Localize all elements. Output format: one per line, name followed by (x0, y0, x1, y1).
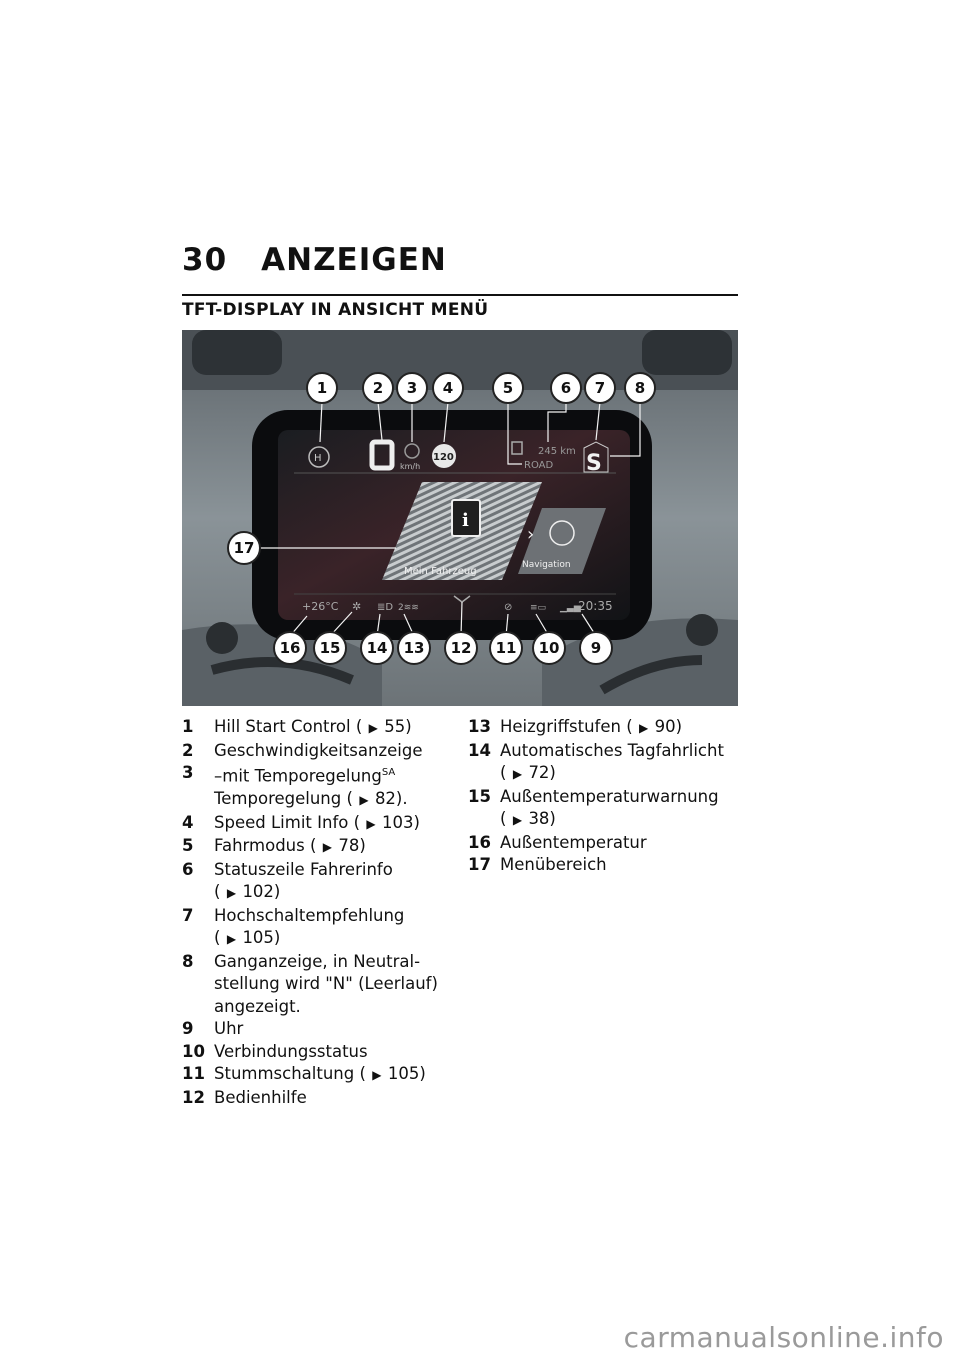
callout-6 (551, 373, 581, 403)
svg-text:15: 15 (319, 639, 341, 657)
svg-text:9: 9 (590, 639, 602, 657)
page-ref-arrow-icon: ▶ (322, 840, 333, 854)
svg-text:16: 16 (279, 639, 301, 657)
svg-text:H: H (314, 453, 322, 464)
header-rule (182, 294, 738, 296)
svg-text:13: 13 (403, 639, 425, 657)
range-value: 245 km (538, 446, 576, 457)
callout-8 (625, 373, 655, 403)
svg-text:12: 12 (450, 639, 472, 657)
speed-unit: km/h (400, 462, 421, 471)
gear-indicator: S (586, 451, 602, 476)
callout-7 (585, 373, 615, 403)
legend-item: 4 Speed Limit Info ( ▶ 103) (182, 812, 447, 836)
daylight-icon: ≣D (377, 602, 394, 613)
callout-12 (445, 632, 477, 664)
page-ref-arrow-icon: ▶ (359, 793, 369, 807)
legend-right (468, 716, 743, 877)
legend-item: 2 Geschwindigkeitsanzeige (182, 740, 423, 760)
svg-text:2: 2 (372, 379, 384, 397)
callout-5 (493, 373, 523, 403)
page-ref-arrow-icon: ▶ (368, 721, 378, 735)
section-title: TFT-DISPLAY IN ANSICHT MENÜ (182, 300, 489, 320)
callout-3 (397, 373, 427, 403)
legend-item: 1 Hill Start Control ( ▶ 55) (182, 716, 447, 740)
menu-label: Mein Fahrzeug (404, 566, 477, 577)
callout-13 (398, 632, 430, 664)
callout-15 (314, 632, 346, 664)
callout-17 (228, 532, 260, 564)
clock: 20:35 (578, 599, 613, 613)
legend-item: 13 Heizgriffstufen ( ▶ 90) (468, 716, 743, 740)
legend-item: 12 Bedienhilfe (182, 1087, 307, 1107)
callout-10 (533, 632, 565, 664)
callout-2 (363, 373, 393, 403)
legend-item: 17 Menübereich (468, 855, 607, 874)
legend-item: 3 –mit Temporegelung$^{SA}$ Temporegelung ( ▶ 82). (182, 762, 447, 812)
chapter-title: ANZEIGEN (261, 242, 447, 278)
page-number: 30 (182, 242, 228, 278)
callout-9 (580, 632, 612, 664)
svg-text:6: 6 (560, 379, 572, 397)
connection-icon: ≡▭ (530, 603, 547, 613)
svg-text:4: 4 (442, 379, 454, 397)
legend-item: 11 Stummschaltung ( ▶ 105) (182, 1063, 447, 1087)
callout-1 (307, 373, 337, 403)
legend-item: 6 Statuszeile Fahrerinfo ( ▶ 102) (182, 859, 447, 905)
mute-icon: ⊘ (504, 602, 513, 613)
svg-text:▁▃▅: ▁▃▅ (560, 603, 581, 613)
svg-text:1: 1 (316, 379, 328, 397)
legend-item: 7 Hochschaltempfehlung ( ▶ 105) (182, 905, 447, 951)
ride-mode: ROAD (524, 460, 554, 471)
svg-text:8: 8 (634, 379, 646, 397)
callout-14 (361, 632, 393, 664)
page-ref-arrow-icon: ▶ (226, 932, 237, 946)
svg-text:10: 10 (538, 639, 560, 657)
watermark: carmanualsonline.info (623, 1321, 944, 1354)
svg-text:7: 7 (594, 379, 606, 397)
frost-icon: ✲ (352, 600, 362, 613)
callout-11 (490, 632, 522, 664)
nav-label: Navigation (522, 560, 571, 570)
legend-item: 9 Uhr (182, 1019, 244, 1038)
legend-item: 14 Automatisches Tagfahrlicht ( ▶ 72) (468, 740, 743, 786)
svg-text:17: 17 (233, 539, 255, 557)
legend-item: 10 Verbindungsstatus (182, 1041, 368, 1061)
page-ref-arrow-icon: ▶ (639, 721, 649, 735)
legend-item: 8 Ganganzeige, in Neutral-stellung wird "N" (Leerlauf) angezeigt. (182, 951, 438, 1016)
legend-item: 16 Außentemperatur (468, 832, 647, 852)
chapter-header (182, 240, 738, 280)
svg-text:11: 11 (495, 639, 517, 657)
tft-display-photo (182, 330, 738, 706)
outside-temp: +26°C (302, 600, 339, 613)
svg-text:›: › (527, 524, 535, 545)
page-ref-arrow-icon: ▶ (372, 1068, 382, 1082)
svg-text:14: 14 (366, 639, 388, 657)
svg-text:3: 3 (406, 379, 418, 397)
page-ref-arrow-icon: ▶ (512, 813, 523, 827)
page-ref-arrow-icon: ▶ (366, 816, 376, 831)
legend-item: 5 Fahrmodus ( ▶ 78) (182, 835, 447, 859)
speed-limit-value: 120 (433, 452, 454, 463)
page-ref-arrow-icon: ▶ (512, 767, 523, 781)
legend-left (182, 716, 447, 1109)
page-ref-arrow-icon: ▶ (226, 886, 237, 900)
info-icon: i (462, 510, 469, 531)
callout-16 (274, 632, 306, 664)
legend-item: 15 Außentemperaturwarnung ( ▶ 38) (468, 786, 743, 832)
grip-heat-icon: 2≋≋ (398, 603, 419, 613)
callout-4 (433, 373, 463, 403)
svg-text:5: 5 (502, 379, 514, 397)
